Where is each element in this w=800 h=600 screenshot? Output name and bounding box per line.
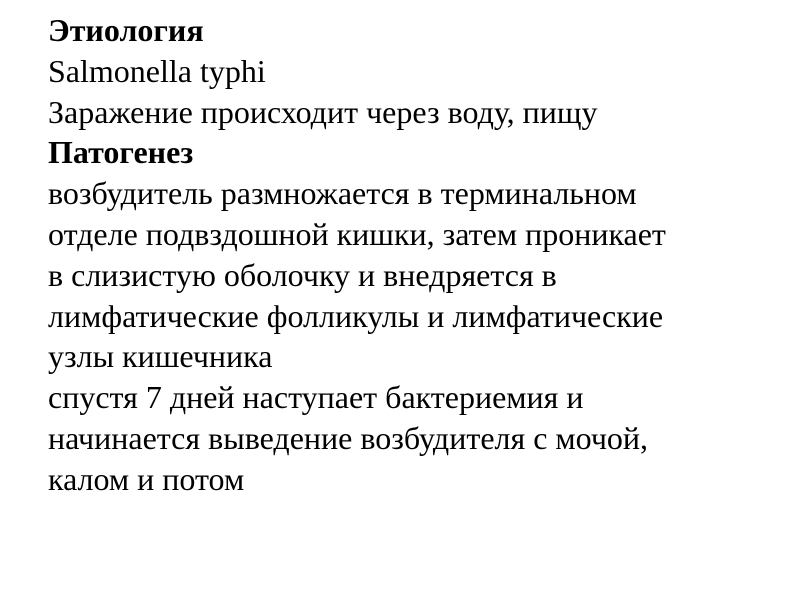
pathogenesis-line: узлы кишечника [48, 338, 273, 375]
pathogenesis-line: лимфатические фолликулы и лимфатические [48, 297, 664, 334]
pathogenesis-line: возбудитель размножается в терминальном [48, 175, 637, 212]
pathogenesis-line: в слизистую оболочку и внедряется в [48, 256, 557, 293]
etiology-heading: Этиология [48, 12, 204, 48]
pathogenesis-line: отделе подвздошной кишки, затем проникает [48, 215, 666, 252]
slide-text-block [48, 10, 788, 500]
pathogenesis-line: калом и потом [48, 460, 245, 497]
etiology-pathogen: Salmonella typhi [48, 52, 266, 89]
pathogenesis-line: спустя 7 дней наступает бактериемия и [48, 379, 584, 416]
etiology-transmission: Заражение происходит через воду, пищу [48, 93, 598, 130]
pathogenesis-heading: Патогенез [48, 134, 194, 171]
pathogenesis-line: начинается выведение возбудителя с мочой, [48, 419, 649, 456]
